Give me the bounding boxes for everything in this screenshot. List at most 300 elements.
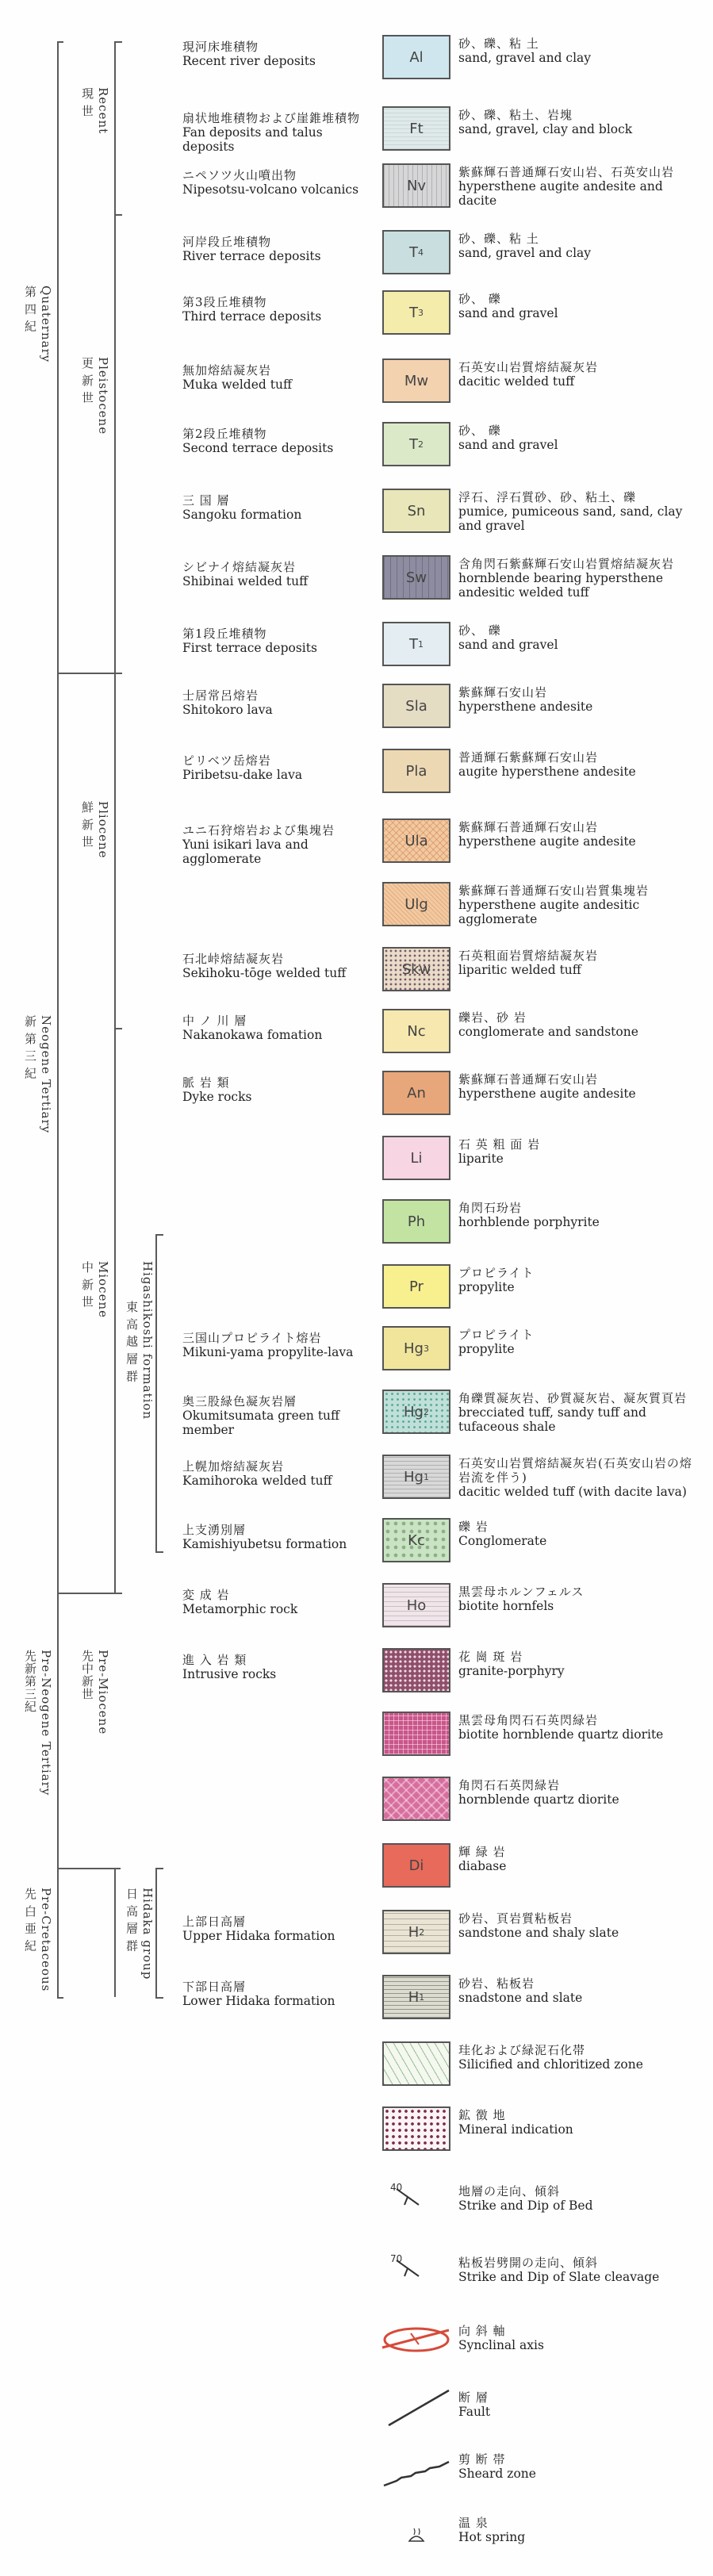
swatch-code: Hg bbox=[404, 1403, 424, 1420]
unit-description bbox=[458, 1585, 696, 1613]
swatch-code: Skw bbox=[401, 960, 431, 978]
legend-swatch bbox=[382, 489, 450, 533]
era-divider bbox=[57, 41, 63, 43]
unit-description-en: dacitic welded tuff (with dacite lava) bbox=[458, 1485, 687, 1499]
era-divider bbox=[57, 1997, 63, 1999]
symbol-description bbox=[458, 2516, 696, 2544]
swatch-code: Ulg bbox=[404, 895, 428, 913]
epoch-column-line bbox=[114, 41, 116, 1593]
unit-description-ja: プロピライト bbox=[458, 1266, 535, 1280]
unit-description bbox=[458, 1391, 696, 1434]
unit-name-ja: 三国山プロピライト熔岩 bbox=[182, 1331, 322, 1345]
unit-description-ja: 輝 緑 岩 bbox=[458, 1845, 506, 1859]
unit-name-en: Shitokoro lava bbox=[182, 703, 273, 717]
unit-description-ja: 紫蘇輝石普通輝石安山岩 bbox=[458, 1072, 599, 1087]
unit-description bbox=[458, 232, 696, 260]
legend-swatch bbox=[382, 1009, 450, 1053]
legend-swatch bbox=[382, 1712, 450, 1756]
legend-swatch bbox=[382, 1071, 450, 1115]
unit-name-ja: 三 国 層 bbox=[182, 493, 230, 508]
unit-description-en: hornblende quartz diorite bbox=[458, 1792, 619, 1807]
legend-swatch bbox=[382, 422, 450, 466]
legend-swatch bbox=[382, 684, 450, 728]
hidaka-group-line bbox=[155, 1868, 157, 1997]
legend-swatch bbox=[382, 106, 450, 151]
formation-group-line bbox=[155, 1234, 157, 1551]
unit-name-en: Yuni isikari lava and agglomerate bbox=[182, 838, 309, 866]
legend-swatch bbox=[382, 947, 450, 991]
unit-description-ja: 砂、礫、粘 土 bbox=[458, 36, 539, 51]
epoch-premiocene-label: 先中新世 bbox=[80, 1650, 94, 1700]
unit-name-ja: 上部日高層 bbox=[182, 1915, 247, 1929]
unit-description bbox=[458, 108, 696, 136]
unit-name-en: Second terrace deposits bbox=[182, 441, 334, 455]
unit-description-en: propylite bbox=[458, 1342, 515, 1356]
unit-description-ja: 礫 岩 bbox=[458, 1520, 489, 1534]
unit-name bbox=[182, 688, 363, 717]
unit-description-en: sand, gravel and clay bbox=[458, 51, 592, 65]
unit-name-ja: シビナイ熔結凝灰岩 bbox=[182, 560, 296, 574]
swatch-code-subscript: 1 bbox=[418, 638, 424, 650]
unit-description bbox=[458, 820, 696, 849]
unit-description-ja: 砂、 礫 bbox=[458, 292, 501, 306]
swatch-code: Sla bbox=[405, 697, 427, 715]
swatch-code: Al bbox=[409, 48, 424, 66]
legend-swatch bbox=[382, 1136, 450, 1180]
legend-swatch bbox=[382, 163, 450, 208]
unit-description-ja: 砂、礫、粘 土 bbox=[458, 232, 539, 246]
swatch-code: H bbox=[408, 1988, 420, 2006]
symbol-description-ja: 粘板岩劈開の走向、傾斜 bbox=[458, 2256, 599, 2270]
unit-name bbox=[182, 1980, 363, 2008]
swatch-code: T bbox=[409, 243, 418, 261]
epoch-miocene-label: 中 新 世 bbox=[80, 1261, 94, 1309]
unit-description-en: hypersthene augite andesite bbox=[458, 1087, 636, 1101]
unit-name-en: Kamishiyubetsu formation bbox=[182, 1537, 347, 1551]
unit-description-en: biotite hornblende quartz diorite bbox=[458, 1727, 664, 1742]
epoch-divider bbox=[114, 41, 122, 43]
unit-description-en: liparitic welded tuff bbox=[458, 963, 581, 977]
unit-name bbox=[182, 952, 363, 980]
unit-description-en: brecciated tuff, sandy tuff and tufaceous shale bbox=[458, 1405, 646, 1434]
epoch-divider bbox=[114, 214, 122, 216]
unit-name bbox=[182, 627, 363, 655]
unit-name-ja: ユニ石狩熔岩および集塊岩 bbox=[182, 823, 335, 838]
symbol-description-en: Sheard zone bbox=[458, 2467, 536, 2481]
legend-swatch bbox=[382, 1910, 450, 1954]
swatch-code: Pla bbox=[405, 762, 427, 780]
legend-swatch bbox=[382, 2041, 450, 2086]
unit-description bbox=[458, 623, 696, 652]
group-hidaka-label-en: Hidaka group bbox=[140, 1888, 155, 1980]
symbol-description bbox=[458, 2256, 696, 2284]
swatch-code: T bbox=[409, 635, 418, 653]
swatch-code: Nc bbox=[407, 1022, 426, 1040]
unit-name-ja: 河岸段丘堆積物 bbox=[182, 235, 272, 249]
unit-name bbox=[182, 1653, 363, 1681]
unit-name-ja: 無加熔結凝灰岩 bbox=[182, 363, 272, 378]
swatch-code: Di bbox=[408, 1857, 424, 1874]
unit-description bbox=[458, 2043, 696, 2072]
unit-description-ja: 角礫質凝灰岩、砂質凝灰岩、凝灰質頁岩 bbox=[458, 1391, 688, 1405]
unit-name-ja: 進 入 岩 類 bbox=[182, 1653, 247, 1667]
era-quaternary-label-en: Quaternary bbox=[39, 286, 53, 363]
unit-name-ja: ピリベツ岳熔岩 bbox=[182, 753, 271, 768]
unit-name-ja: 現河床堆積物 bbox=[182, 40, 259, 54]
unit-name-en: First terrace deposits bbox=[182, 641, 317, 655]
unit-description-en: hypersthene augite andesite and dacite bbox=[458, 179, 663, 208]
swatch-code-subscript: 2 bbox=[423, 1406, 429, 1417]
unit-description-ja: 角閃石石英閃緑岩 bbox=[458, 1778, 561, 1792]
unit-description-en: Mineral indication bbox=[458, 2122, 573, 2137]
unit-name-en: Intrusive rocks bbox=[182, 1667, 277, 1681]
unit-name-en: Sekihoku-tōge welded tuff bbox=[182, 966, 347, 980]
unit-name bbox=[182, 295, 363, 324]
unit-description-ja: 石英安山岩質熔結凝灰岩(石英安山岩の熔岩流を伴う) bbox=[458, 1456, 692, 1485]
legend-swatch bbox=[382, 1777, 450, 1821]
unit-description-ja: 含角閃石紫蘇輝石安山岩質熔結凝灰岩 bbox=[458, 557, 675, 571]
unit-description bbox=[458, 685, 696, 714]
unit-name bbox=[182, 823, 363, 866]
symbol-description-ja: 温 泉 bbox=[458, 2516, 489, 2530]
unit-description-ja: 石 英 粗 面 岩 bbox=[458, 1137, 541, 1152]
unit-description-en: liparite bbox=[458, 1152, 504, 1166]
unit-description-en: snadstone and slate bbox=[458, 1991, 583, 2005]
swatch-code: Pr bbox=[409, 1278, 424, 1295]
unit-name-ja: 石北峠熔結凝灰岩 bbox=[182, 952, 285, 966]
unit-description-ja: 普通輝石紫蘇輝石安山岩 bbox=[458, 750, 599, 765]
unit-name-ja: 変 成 岩 bbox=[182, 1588, 230, 1602]
group-divider bbox=[155, 1551, 163, 1553]
legend-swatch bbox=[382, 290, 450, 335]
unit-description-en: propylite bbox=[458, 1280, 515, 1294]
unit-name bbox=[182, 1075, 363, 1104]
unit-description-en: hornblende bearing hypersthene andesitic welded tuff bbox=[458, 571, 664, 600]
group-divider bbox=[155, 1868, 163, 1869]
symbol-description bbox=[458, 2390, 696, 2419]
legend-swatch bbox=[382, 818, 450, 863]
unit-description bbox=[458, 1072, 696, 1101]
unit-name bbox=[182, 427, 363, 455]
unit-name-ja: ニペソツ火山噴出物 bbox=[182, 168, 297, 182]
legend-swatch bbox=[382, 1390, 450, 1434]
unit-description bbox=[458, 1201, 696, 1229]
swatch-code-subscript: 3 bbox=[418, 307, 424, 318]
unit-description-ja: 砂岩、頁岩質粘板岩 bbox=[458, 1911, 573, 1926]
symbol-description-ja: 剪 断 帯 bbox=[458, 2452, 506, 2467]
swatch-code: Hg bbox=[404, 1468, 424, 1485]
unit-description-ja: 石英安山岩質熔結凝灰岩 bbox=[458, 360, 599, 374]
swatch-code-subscript: 2 bbox=[419, 1926, 425, 1938]
swatch-code: Ph bbox=[407, 1213, 426, 1230]
epoch-divider bbox=[114, 1593, 122, 1594]
era-quaternary-label: 第 四 紀 bbox=[23, 286, 37, 333]
legend-swatch bbox=[382, 35, 450, 79]
group-higashikoshi-label-en: Higashikoshi formation bbox=[140, 1261, 155, 1420]
unit-name bbox=[182, 493, 363, 522]
epoch-premiocene-label-en: Pre-Miocene bbox=[96, 1650, 110, 1735]
symbol-bed-icon bbox=[373, 2173, 460, 2229]
unit-description-en: sand, gravel and clay bbox=[458, 246, 592, 260]
legend-swatch bbox=[382, 1975, 450, 2019]
swatch-code: Nv bbox=[406, 177, 427, 194]
unit-description-ja: 鉱 徴 地 bbox=[458, 2108, 506, 2122]
symbol-fault-icon bbox=[373, 2379, 460, 2435]
swatch-code: Ula bbox=[404, 832, 428, 849]
swatch-code-subscript: 2 bbox=[418, 439, 424, 450]
epoch-column-line-lower bbox=[114, 1868, 116, 1997]
unit-name-en: Metamorphic rock bbox=[182, 1602, 298, 1616]
unit-name-ja: 第3段丘堆積物 bbox=[182, 295, 267, 309]
unit-description-ja: プロピライト bbox=[458, 1328, 535, 1342]
unit-description bbox=[458, 1650, 696, 1678]
unit-description-en: Silicified and chloritized zone bbox=[458, 2057, 643, 2072]
legend-swatch bbox=[382, 555, 450, 600]
unit-description-ja: 浮石、浮石質砂、砂、粘土、礫 bbox=[458, 490, 637, 504]
unit-description-en: sandstone and shaly slate bbox=[458, 1926, 619, 1940]
era-precretaceous-label: 先 白 亜 紀 bbox=[23, 1888, 37, 1953]
unit-description bbox=[458, 1976, 696, 2005]
symbol-shear-icon bbox=[373, 2441, 460, 2497]
unit-description bbox=[458, 360, 696, 389]
unit-description-ja: 黒雲母ホルンフェルス bbox=[458, 1585, 585, 1599]
epoch-divider bbox=[114, 673, 122, 674]
symbol-description-ja: 断 層 bbox=[458, 2390, 489, 2405]
unit-name bbox=[182, 1331, 363, 1359]
swatch-code: Ft bbox=[409, 120, 424, 137]
swatch-code: Sn bbox=[407, 502, 426, 519]
group-hidaka-label: 日 高 層 群 bbox=[125, 1888, 139, 1953]
unit-description bbox=[458, 1266, 696, 1294]
unit-description bbox=[458, 949, 696, 977]
unit-name-en: Third terrace deposits bbox=[182, 309, 322, 324]
unit-description bbox=[458, 884, 696, 926]
unit-description bbox=[458, 1778, 696, 1807]
unit-description-en: horhblende porphyrite bbox=[458, 1215, 600, 1229]
unit-name-ja: 士居常呂熔岩 bbox=[182, 688, 259, 703]
slate-symbol-graphic bbox=[373, 2244, 460, 2300]
unit-description-en: diabase bbox=[458, 1859, 507, 1873]
legend-swatch bbox=[382, 1518, 450, 1562]
unit-name-ja: 脈 岩 類 bbox=[182, 1075, 230, 1090]
hotspring-symbol-graphic bbox=[373, 2505, 460, 2560]
unit-name bbox=[182, 1459, 363, 1488]
unit-description-en: granite-porphyry bbox=[458, 1664, 565, 1678]
era-precretaceous-label-en: Pre-Cretaceous bbox=[39, 1888, 53, 1992]
era-neogene-label: 新 第 三 紀 bbox=[23, 1015, 37, 1080]
unit-name-ja: 下部日高層 bbox=[182, 1980, 247, 1994]
unit-name-en: Okumitsumata green tuff member bbox=[182, 1409, 340, 1437]
unit-name bbox=[182, 1915, 363, 1943]
unit-name-en: Muka welded tuff bbox=[182, 378, 292, 392]
symbol-hotspring-icon bbox=[373, 2505, 460, 2560]
unit-description bbox=[458, 750, 696, 779]
legend-swatch bbox=[382, 230, 450, 274]
symbol-description-ja: 向 斜 軸 bbox=[458, 2324, 506, 2338]
unit-name bbox=[182, 363, 363, 392]
epoch-pleistocene-label-en: Pleistocene bbox=[96, 357, 110, 435]
unit-name-en: Piribetsu-dake lava bbox=[182, 768, 303, 782]
unit-name-ja: 第2段丘堆積物 bbox=[182, 427, 267, 441]
unit-description bbox=[458, 1456, 696, 1499]
unit-description bbox=[458, 490, 696, 533]
unit-description bbox=[458, 1010, 696, 1039]
legend-swatch bbox=[382, 358, 450, 403]
unit-name-en: Fan deposits and talus deposits bbox=[182, 125, 323, 154]
group-higashikoshi-label: 東 高 越 層 群 bbox=[125, 1301, 139, 1383]
legend-swatch bbox=[382, 1264, 450, 1309]
fault-symbol-graphic bbox=[373, 2379, 460, 2435]
unit-name-en: Shibinai welded tuff bbox=[182, 574, 309, 588]
unit-description bbox=[458, 1845, 696, 1873]
unit-description bbox=[458, 1328, 696, 1356]
unit-description-en: hypersthene augite andesite bbox=[458, 834, 636, 849]
unit-description bbox=[458, 165, 696, 208]
unit-name bbox=[182, 753, 363, 782]
swatch-code: Kc bbox=[408, 1531, 425, 1549]
unit-name-en: Kamihoroka welded tuff bbox=[182, 1474, 332, 1488]
symbol-description-en: Strike and Dip of Bed bbox=[458, 2198, 593, 2213]
swatch-code: Li bbox=[410, 1149, 423, 1167]
legend-swatch bbox=[382, 622, 450, 666]
unit-description-en: hypersthene andesite bbox=[458, 700, 593, 714]
swatch-code-subscript: 1 bbox=[419, 1991, 425, 2003]
unit-name-ja: 扇状地堆積物および崖錐堆積物 bbox=[182, 111, 361, 125]
unit-description-en: hypersthene augite andesitic agglomerate bbox=[458, 898, 640, 926]
swatch-code: Ho bbox=[406, 1597, 427, 1614]
unit-description bbox=[458, 1713, 696, 1742]
epoch-pleistocene-label: 更 新 世 bbox=[80, 357, 94, 404]
unit-name-ja: 上幌加熔結凝灰岩 bbox=[182, 1459, 285, 1474]
unit-description-ja: 砂岩、粘板岩 bbox=[458, 1976, 535, 1991]
legend-swatch bbox=[382, 1583, 450, 1627]
unit-name-ja: 中 ノ 川 層 bbox=[182, 1014, 247, 1028]
unit-name bbox=[182, 40, 363, 68]
swatch-code: H bbox=[408, 1923, 420, 1941]
era-preneogene-label: 先新第三紀 bbox=[23, 1650, 37, 1713]
unit-name bbox=[182, 235, 363, 263]
unit-description bbox=[458, 292, 696, 320]
dip-value: 70 bbox=[390, 2253, 403, 2264]
epoch-miocene-label-en: Miocene bbox=[96, 1261, 110, 1319]
unit-name-ja: 上支湧別層 bbox=[182, 1523, 247, 1537]
unit-name-en: Nipesotsu-volcano volcanics bbox=[182, 182, 359, 197]
symbol-slate-icon bbox=[373, 2244, 460, 2300]
group-divider bbox=[155, 1997, 163, 1999]
epoch-pliocene-label-en: Pliocene bbox=[96, 801, 110, 859]
era-preneogene-label-en: Pre-Neogene Tertiary bbox=[39, 1650, 53, 1796]
epoch-recent-label-en: Recent bbox=[96, 87, 110, 135]
group-divider bbox=[155, 1234, 163, 1236]
unit-description-ja: 砂、 礫 bbox=[458, 424, 501, 438]
legend-swatch bbox=[382, 1455, 450, 1499]
unit-name-ja: 奥三股緑色凝灰岩層 bbox=[182, 1394, 297, 1409]
dip-value: 40 bbox=[390, 2182, 403, 2193]
symbol-description-ja: 地層の走向、傾斜 bbox=[458, 2184, 561, 2198]
swatch-code: T bbox=[409, 435, 418, 453]
unit-description-ja: 砂、 礫 bbox=[458, 623, 501, 638]
symbol-description-en: Fault bbox=[458, 2405, 491, 2419]
unit-description-en: augite hypersthene andesite bbox=[458, 765, 636, 779]
legend-swatch bbox=[382, 1648, 450, 1692]
epoch-divider bbox=[114, 1028, 122, 1029]
era-neogene-label-en: Neogene Tertiary bbox=[39, 1015, 53, 1134]
era-divider bbox=[57, 1868, 121, 1869]
symbol-description-en: Hot spring bbox=[458, 2530, 526, 2544]
unit-description-en: biotite hornfels bbox=[458, 1599, 554, 1613]
syncline-symbol-graphic bbox=[373, 2313, 460, 2368]
legend-swatch bbox=[382, 1326, 450, 1370]
unit-description-ja: 黒雲母角閃石石英閃緑岩 bbox=[458, 1713, 599, 1727]
unit-name bbox=[182, 560, 363, 588]
unit-description-en: sand and gravel bbox=[458, 638, 558, 652]
unit-description-ja: 紫蘇輝石普通輝石安山岩、石英安山岩 bbox=[458, 165, 675, 179]
unit-name-en: Dyke rocks bbox=[182, 1090, 252, 1104]
unit-name bbox=[182, 1394, 363, 1437]
unit-description bbox=[458, 557, 696, 600]
symbol-description-en: Synclinal axis bbox=[458, 2338, 544, 2352]
unit-description bbox=[458, 36, 696, 65]
unit-description-ja: 砂、礫、粘土、岩塊 bbox=[458, 108, 573, 122]
unit-description bbox=[458, 1520, 696, 1548]
symbol-syncline-icon bbox=[373, 2313, 460, 2368]
unit-name bbox=[182, 111, 363, 154]
era-divider bbox=[57, 673, 121, 674]
legend-swatch bbox=[382, 882, 450, 926]
legend-swatch bbox=[382, 1843, 450, 1888]
unit-name-en: Lower Hidaka formation bbox=[182, 1994, 335, 2008]
unit-description-ja: 石英粗面岩質熔結凝灰岩 bbox=[458, 949, 599, 963]
unit-description-en: pumice, pumiceous sand, sand, clay and gravel bbox=[458, 504, 683, 533]
unit-description bbox=[458, 424, 696, 452]
unit-name-en: Recent river deposits bbox=[182, 54, 316, 68]
swatch-code-subscript: 4 bbox=[418, 247, 424, 258]
swatch-code: Mw bbox=[404, 372, 429, 389]
unit-name-en: Upper Hidaka formation bbox=[182, 1929, 335, 1943]
swatch-code-subscript: 3 bbox=[423, 1343, 429, 1354]
era-divider bbox=[57, 1593, 121, 1594]
unit-name-en: Mikuni-yama propylite-lava bbox=[182, 1345, 354, 1359]
unit-description-ja: 角閃石玢岩 bbox=[458, 1201, 523, 1215]
bed-symbol-graphic bbox=[373, 2173, 460, 2229]
unit-description-ja: 紫蘇輝石安山岩 bbox=[458, 685, 548, 700]
unit-name bbox=[182, 168, 363, 197]
epoch-pliocene-label: 鮮 新 世 bbox=[80, 801, 94, 849]
legend-swatch bbox=[382, 749, 450, 793]
unit-description bbox=[458, 2108, 696, 2137]
era-column-line bbox=[57, 41, 59, 1997]
unit-name bbox=[182, 1523, 363, 1551]
unit-description-ja: 紫蘇輝石普通輝石安山岩質集塊岩 bbox=[458, 884, 650, 898]
swatch-code: T bbox=[409, 304, 418, 321]
unit-description-en: sand, gravel, clay and block bbox=[458, 122, 633, 136]
legend-swatch bbox=[382, 2106, 450, 2151]
swatch-code: An bbox=[407, 1084, 426, 1102]
unit-description-ja: 礫岩、砂 岩 bbox=[458, 1010, 527, 1025]
unit-description-en: Conglomerate bbox=[458, 1534, 547, 1548]
symbol-description-en: Strike and Dip of Slate cleavage bbox=[458, 2270, 660, 2284]
symbol-description bbox=[458, 2452, 696, 2481]
symbol-description bbox=[458, 2184, 696, 2213]
unit-name bbox=[182, 1588, 363, 1616]
unit-name bbox=[182, 1014, 363, 1042]
unit-name-en: Sangoku formation bbox=[182, 508, 302, 522]
swatch-code-subscript: 1 bbox=[423, 1471, 429, 1482]
unit-description bbox=[458, 1137, 696, 1166]
epoch-recent-label: 現 世 bbox=[80, 87, 94, 117]
unit-description-en: conglomerate and sandstone bbox=[458, 1025, 638, 1039]
unit-name-en: River terrace deposits bbox=[182, 249, 321, 263]
